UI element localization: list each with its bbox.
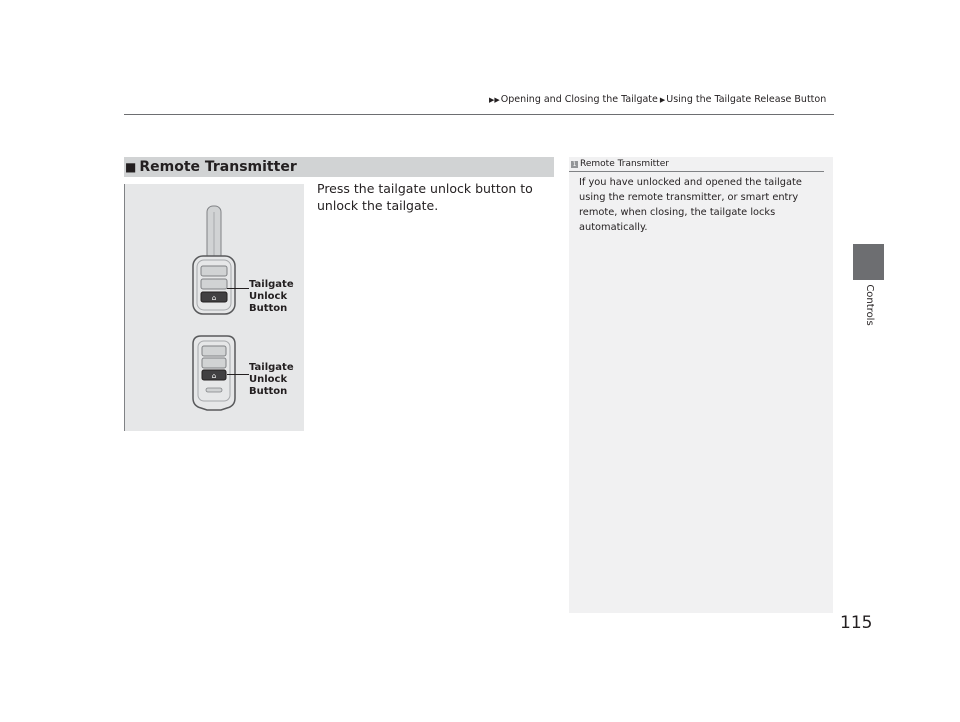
note-marker-icon: 1 (572, 160, 577, 168)
chapter-label: Controls (864, 284, 875, 326)
key-fob-with-blade-icon (189, 204, 239, 316)
svg-text:⌂: ⌂ (211, 372, 217, 380)
callout-line (227, 288, 249, 289)
callout-line (227, 374, 249, 375)
svg-text:⌂: ⌂ (211, 294, 217, 302)
section-title: Remote Transmitter (139, 159, 297, 175)
key-fob-illustration (124, 184, 304, 431)
breadcrumb-item[interactable]: Using the Tailgate Release Button (666, 94, 827, 105)
header-divider (124, 114, 834, 115)
note-title: Remote Transmitter (580, 159, 669, 169)
note-text: If you have unlocked and opened the tailgate using the remote transmitter, or smart entry remote, when closing, the tailgate locks automatically. (579, 177, 802, 233)
breadcrumb-arrow-icon: ▶▶ (489, 95, 500, 104)
breadcrumb-item[interactable]: Opening and Closing the Tailgate (500, 94, 658, 105)
callout-tailgate-unlock-button: Tailgate Unlock Button (249, 279, 294, 314)
breadcrumb (489, 94, 828, 105)
page-number: 115 (840, 613, 873, 633)
smart-entry-remote-icon (189, 334, 239, 412)
section-heading (124, 157, 554, 177)
body-paragraph: Press the tailgate unlock button to unlock the tailgate. (317, 181, 533, 213)
breadcrumb-separator-icon: ▶ (659, 95, 666, 104)
note-box (569, 157, 833, 613)
callout-tailgate-unlock-button: Tailgate Unlock Button (249, 362, 294, 397)
square-bullet-icon: ■ (125, 160, 137, 174)
note-heading (569, 157, 824, 172)
